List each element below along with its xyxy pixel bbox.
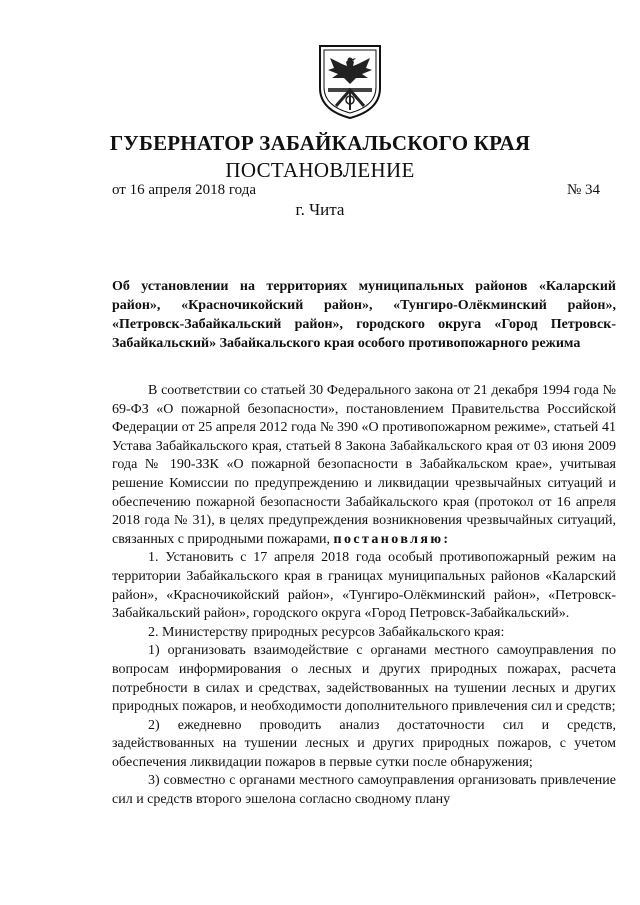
document-date: от 16 апреля 2018 года (112, 182, 257, 198)
city: г. Чита (295, 200, 345, 219)
coat-of-arms-emblem (316, 40, 384, 120)
document-title: Об установлении на территориях муниципальных районов «Каларский район», «Красночикойский район», «Тунгиро-Олёкминский район», «Петровск-Забайкальский район», городского округа «Город Петровск-Забайкальский» Забайкальского края особого противопожарного режима (112, 279, 616, 351)
governor-heading: ГУБЕРНАТОР ЗАБАЙКАЛЬСКОГО КРАЯ (109, 131, 531, 155)
clause-1: 1. Установить с 17 апреля 2018 года особый противопожарный режим на территории Забайкальского края в границах муниципальных районов «Каларский район», «Красночикойский район», «Тунгиро-Олёкминский район», «Петровск-Забайкальский район», городского округа «Город Петровск-Забайкальский». (112, 550, 616, 622)
clause-2: 2. Министерству природных ресурсов Забайкальского края: (148, 624, 505, 640)
document-number: № 34 (566, 182, 600, 198)
resolve-phrase: постановляю: (333, 531, 451, 547)
clause-2-3: 3) совместно с органами местного самоуправления организовать привлечение сил и средств второго эшелона согласно сводному плану (112, 773, 616, 808)
document-body (112, 382, 616, 810)
document-type: ПОСТАНОВЛЕНИЕ (225, 158, 415, 182)
preamble-text: В соответствии со статьей 30 Федерального закона от 21 декабря 1994 года № 69-ФЗ «О пожарной безопасности», постановлением Правительства Российской Федерации от 25 апреля 2012 года № 390 «О противопожарном режиме», статьей 41 Устава Забайкальского края, статьей 8 Закона Забайкальского края от 03 июня 2009 года № 190-ЗЗК «О пожарной безопасности в Забайкальском крае», учитывая решение Комиссии по предупреждению и ликвидации чрезвычайных ситуаций и обеспечению пожарной безопасности Забайкальского края (протокол от 16 апреля 2018 года № 31), в целях предупреждения возникновения чрезвычайных ситуаций, связанных с природными пожарами, (112, 383, 616, 547)
clause-2-2: 2) ежедневно проводить анализ достаточности сил и средств, задействованных на тушении лесных и других природных пожаров, с учетом обеспечения ликвидации пожаров в первые сутки после обнаружения; (112, 717, 616, 770)
clause-2-1: 1) организовать взаимодействие с органами местного самоуправления по вопросам информирования о лесных и других природных пожарах, расчета потребности в силах и средствах, задействованных на тушении лесных и других природных пожаров, и необходимости дополнительного привлечения сил и средств; (112, 643, 616, 715)
preamble-paragraph (112, 382, 616, 549)
